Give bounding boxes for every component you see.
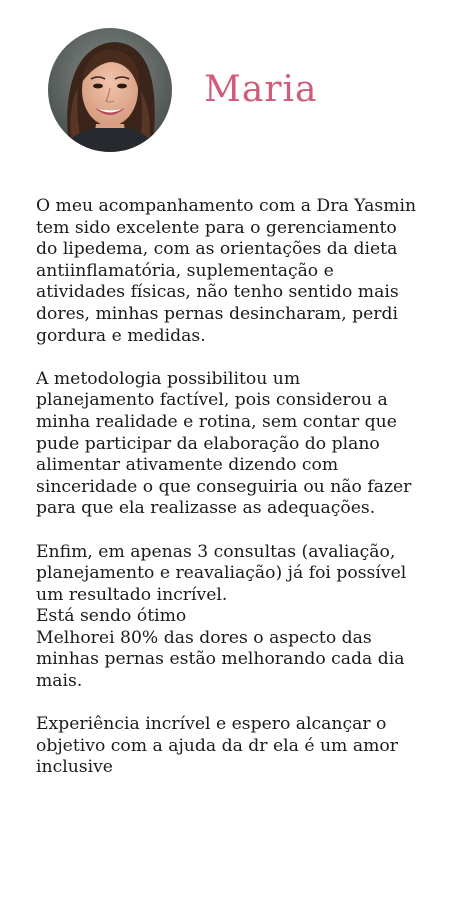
testimonial-paragraph: O meu acompanhamento com a Dra Yasmin tem sido excelente para o gerenciamento do lipedema, com as orientações da dieta antiinflamatória, suplementação e atividades físicas, não tenho sentido mais dores, minhas pernas desincharam, perdi gordura e medidas. bbox=[36, 196, 417, 346]
testimonial-line: Enfim, em apenas 3 consultas (avaliação, planejamento e reavaliação) já foi possível um resultado incrível. bbox=[36, 541, 407, 605]
person-photo-icon bbox=[48, 28, 172, 152]
testimonial-line: Melhorei 80% das dores o aspecto das minhas pernas estão melhorando cada dia mais. bbox=[36, 627, 405, 692]
testimonial-paragraph bbox=[36, 542, 420, 693]
testimonial-text bbox=[36, 196, 420, 779]
testimonial-line: Está sendo ótimo bbox=[36, 606, 187, 627]
profile-name: Maria bbox=[204, 69, 318, 110]
profile-header bbox=[48, 28, 428, 152]
avatar bbox=[48, 28, 172, 152]
testimonial-paragraph: Experiência incrível e espero alcançar o objetivo com a ajuda da dr ela é um amor inclusive bbox=[36, 714, 398, 778]
testimonial-paragraph: A metodologia possibilitou um planejamento factível, pois considerou a minha realidade e rotina, sem contar que pude participar da elaboração do plano alimentar ativamente dizendo com sinceridade o que conseguiria ou não fazer para que ela realizasse as adequações. bbox=[36, 368, 412, 519]
